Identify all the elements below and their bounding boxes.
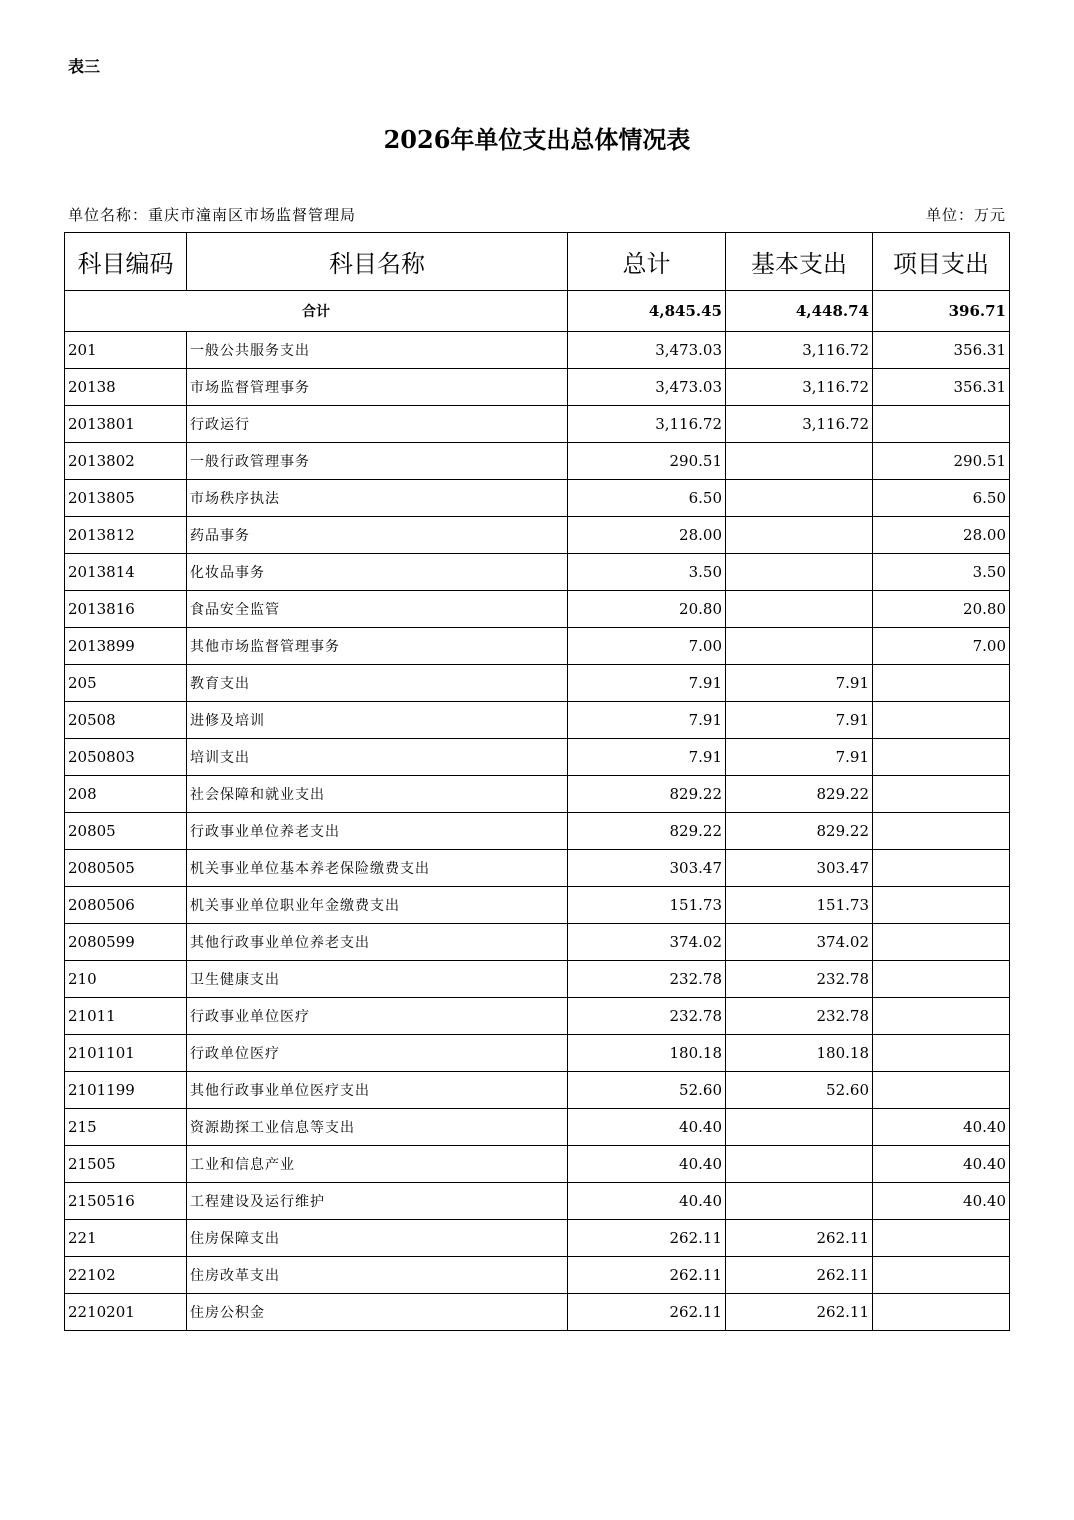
row-name: 药品事务 (187, 517, 568, 554)
table-row (65, 406, 1010, 443)
row-basic: 232.78 (726, 961, 873, 998)
row-project (873, 776, 1010, 813)
row-basic: 52.60 (726, 1072, 873, 1109)
row-name: 行政事业单位医疗 (187, 998, 568, 1035)
row-total: 262.11 (568, 1257, 726, 1294)
row-basic: 180.18 (726, 1035, 873, 1072)
row-basic (726, 1109, 873, 1146)
row-name: 卫生健康支出 (187, 961, 568, 998)
row-total: 232.78 (568, 961, 726, 998)
row-code: 20805 (65, 813, 187, 850)
row-project: 28.00 (873, 517, 1010, 554)
table-row (65, 702, 1010, 739)
row-basic: 7.91 (726, 665, 873, 702)
row-total: 303.47 (568, 850, 726, 887)
row-project (873, 1294, 1010, 1331)
row-total: 40.40 (568, 1109, 726, 1146)
row-total: 40.40 (568, 1183, 726, 1220)
row-code: 22102 (65, 1257, 187, 1294)
row-code: 201 (65, 332, 187, 369)
row-code: 2013805 (65, 480, 187, 517)
row-basic: 7.91 (726, 702, 873, 739)
currency-unit: 单位：万元 (925, 206, 1006, 224)
row-project (873, 924, 1010, 961)
expenditure-table (64, 232, 1010, 1331)
row-total: 262.11 (568, 1294, 726, 1331)
row-code: 221 (65, 1220, 187, 1257)
row-basic: 829.22 (726, 776, 873, 813)
row-code: 2050803 (65, 739, 187, 776)
table-row (65, 554, 1010, 591)
table-row (65, 480, 1010, 517)
table-row (65, 443, 1010, 480)
row-code: 2101199 (65, 1072, 187, 1109)
row-code: 208 (65, 776, 187, 813)
table-row (65, 1294, 1010, 1331)
table-row (65, 1035, 1010, 1072)
row-code: 2013899 (65, 628, 187, 665)
total-project: 396.71 (873, 291, 1010, 332)
table-row (65, 369, 1010, 406)
table-row (65, 739, 1010, 776)
page-title: 2026年单位支出总体情况表 (383, 125, 691, 154)
row-name: 食品安全监管 (187, 591, 568, 628)
row-basic: 3,116.72 (726, 332, 873, 369)
row-project: 20.80 (873, 591, 1010, 628)
row-total: 3,473.03 (568, 332, 726, 369)
row-basic (726, 554, 873, 591)
row-project (873, 1072, 1010, 1109)
sheet-label: 表三 (68, 57, 101, 76)
table-row (65, 1072, 1010, 1109)
row-total: 290.51 (568, 443, 726, 480)
row-total: 40.40 (568, 1146, 726, 1183)
row-code: 215 (65, 1109, 187, 1146)
table-row (65, 924, 1010, 961)
row-project (873, 406, 1010, 443)
row-project (873, 1257, 1010, 1294)
row-project (873, 887, 1010, 924)
row-basic: 829.22 (726, 813, 873, 850)
row-total: 829.22 (568, 813, 726, 850)
header-name: 科目名称 (187, 233, 568, 291)
row-total: 7.91 (568, 739, 726, 776)
table-row (65, 998, 1010, 1035)
row-basic: 262.11 (726, 1257, 873, 1294)
row-total: 829.22 (568, 776, 726, 813)
row-project (873, 998, 1010, 1035)
row-basic: 262.11 (726, 1220, 873, 1257)
row-code: 2013802 (65, 443, 187, 480)
row-basic (726, 480, 873, 517)
row-basic (726, 1183, 873, 1220)
unit-name: 单位名称：重庆市潼南区市场监督管理局 (68, 206, 357, 224)
row-project (873, 813, 1010, 850)
row-name: 市场秩序执法 (187, 480, 568, 517)
row-project (873, 850, 1010, 887)
table-row (65, 1109, 1010, 1146)
row-code: 2080599 (65, 924, 187, 961)
row-total: 232.78 (568, 998, 726, 1035)
row-name: 教育支出 (187, 665, 568, 702)
header-project: 项目支出 (873, 233, 1010, 291)
row-code: 2101101 (65, 1035, 187, 1072)
table-row (65, 850, 1010, 887)
total-row (65, 291, 1010, 332)
table-row (65, 665, 1010, 702)
row-total: 7.00 (568, 628, 726, 665)
row-basic (726, 1146, 873, 1183)
row-name: 工业和信息产业 (187, 1146, 568, 1183)
table-row (65, 332, 1010, 369)
row-code: 205 (65, 665, 187, 702)
row-name: 住房保障支出 (187, 1220, 568, 1257)
row-total: 374.02 (568, 924, 726, 961)
row-basic (726, 443, 873, 480)
row-name: 机关事业单位职业年金缴费支出 (187, 887, 568, 924)
row-total: 262.11 (568, 1220, 726, 1257)
table-row (65, 776, 1010, 813)
row-name: 社会保障和就业支出 (187, 776, 568, 813)
total-sum: 4,845.45 (568, 291, 726, 332)
table-row (65, 591, 1010, 628)
row-code: 21011 (65, 998, 187, 1035)
row-basic: 232.78 (726, 998, 873, 1035)
header-total: 总计 (568, 233, 726, 291)
table-row (65, 961, 1010, 998)
row-basic: 374.02 (726, 924, 873, 961)
row-basic (726, 628, 873, 665)
row-name: 行政运行 (187, 406, 568, 443)
row-name: 其他行政事业单位医疗支出 (187, 1072, 568, 1109)
total-label: 合计 (65, 291, 568, 332)
row-basic (726, 591, 873, 628)
row-project: 356.31 (873, 332, 1010, 369)
row-basic: 303.47 (726, 850, 873, 887)
header-basic: 基本支出 (726, 233, 873, 291)
row-project: 356.31 (873, 369, 1010, 406)
row-project (873, 702, 1010, 739)
row-project (873, 961, 1010, 998)
row-project (873, 739, 1010, 776)
row-name: 住房公积金 (187, 1294, 568, 1331)
table-row (65, 628, 1010, 665)
row-code: 21505 (65, 1146, 187, 1183)
row-name: 一般行政管理事务 (187, 443, 568, 480)
table-row (65, 1146, 1010, 1183)
row-code: 2013801 (65, 406, 187, 443)
header-code: 科目编码 (65, 233, 187, 291)
row-name: 化妆品事务 (187, 554, 568, 591)
table-row (65, 1257, 1010, 1294)
row-project (873, 1220, 1010, 1257)
row-code: 2080505 (65, 850, 187, 887)
row-name: 培训支出 (187, 739, 568, 776)
row-total: 6.50 (568, 480, 726, 517)
row-project: 40.40 (873, 1146, 1010, 1183)
row-project (873, 1035, 1010, 1072)
row-total: 180.18 (568, 1035, 726, 1072)
table-row (65, 813, 1010, 850)
table-row (65, 1183, 1010, 1220)
table-row (65, 1220, 1010, 1257)
row-total: 151.73 (568, 887, 726, 924)
row-basic: 7.91 (726, 739, 873, 776)
row-total: 7.91 (568, 702, 726, 739)
header-row (65, 233, 1010, 291)
row-code: 2013816 (65, 591, 187, 628)
row-total: 20.80 (568, 591, 726, 628)
row-code: 2210201 (65, 1294, 187, 1331)
row-total: 3.50 (568, 554, 726, 591)
row-name: 机关事业单位基本养老保险缴费支出 (187, 850, 568, 887)
row-code: 2080506 (65, 887, 187, 924)
row-total: 7.91 (568, 665, 726, 702)
row-project: 290.51 (873, 443, 1010, 480)
row-total: 28.00 (568, 517, 726, 554)
row-code: 210 (65, 961, 187, 998)
row-code: 20138 (65, 369, 187, 406)
row-project (873, 665, 1010, 702)
row-name: 其他市场监督管理事务 (187, 628, 568, 665)
row-name: 行政事业单位养老支出 (187, 813, 568, 850)
row-code: 20508 (65, 702, 187, 739)
row-project: 40.40 (873, 1109, 1010, 1146)
row-name: 市场监督管理事务 (187, 369, 568, 406)
row-code: 2013812 (65, 517, 187, 554)
row-name: 资源勘探工业信息等支出 (187, 1109, 568, 1146)
row-name: 住房改革支出 (187, 1257, 568, 1294)
table-row (65, 887, 1010, 924)
row-total: 52.60 (568, 1072, 726, 1109)
row-basic: 262.11 (726, 1294, 873, 1331)
row-code: 2150516 (65, 1183, 187, 1220)
row-name: 其他行政事业单位养老支出 (187, 924, 568, 961)
row-name: 一般公共服务支出 (187, 332, 568, 369)
row-name: 进修及培训 (187, 702, 568, 739)
row-name: 行政单位医疗 (187, 1035, 568, 1072)
row-total: 3,473.03 (568, 369, 726, 406)
row-basic (726, 517, 873, 554)
row-name: 工程建设及运行维护 (187, 1183, 568, 1220)
row-project: 40.40 (873, 1183, 1010, 1220)
row-total: 3,116.72 (568, 406, 726, 443)
total-basic: 4,448.74 (726, 291, 873, 332)
table-row (65, 517, 1010, 554)
row-project: 3.50 (873, 554, 1010, 591)
row-basic: 3,116.72 (726, 406, 873, 443)
row-basic: 3,116.72 (726, 369, 873, 406)
row-code: 2013814 (65, 554, 187, 591)
row-project: 6.50 (873, 480, 1010, 517)
row-basic: 151.73 (726, 887, 873, 924)
row-project: 7.00 (873, 628, 1010, 665)
